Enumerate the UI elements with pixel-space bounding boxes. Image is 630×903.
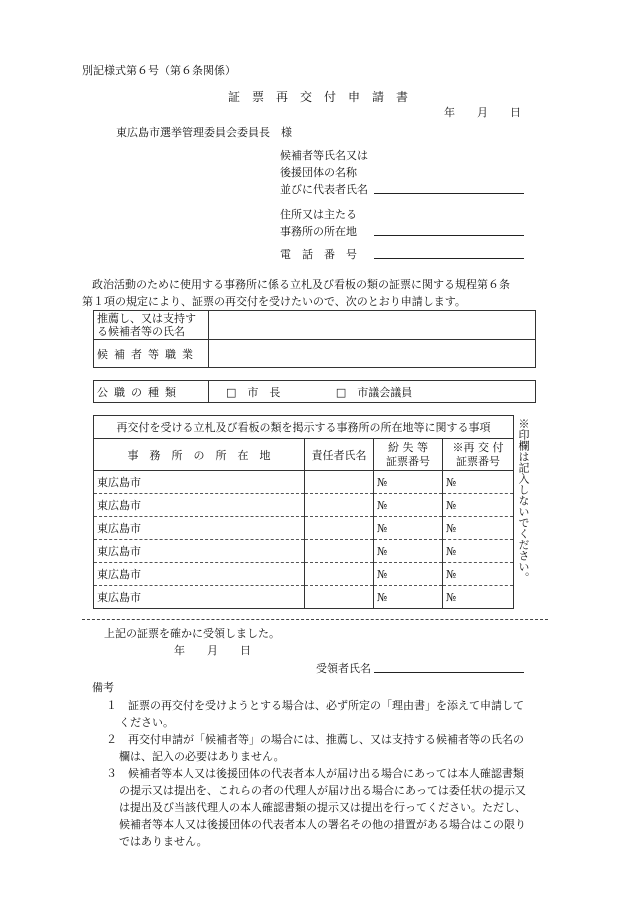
applicant-phone-label: 電 話 番 号: [280, 248, 357, 261]
intro-line-1: 政治活動のために使用する事務所に係る立札及び看板の類の証票に関する規程第６条: [92, 278, 510, 291]
cut-line: [82, 619, 548, 620]
table-row: [94, 540, 514, 563]
candidate-table: [93, 310, 536, 368]
candidate-occupation-label: 候補者等職業: [94, 340, 209, 368]
remark-2-line-2: 欄は、記入の必要はありません。: [119, 750, 285, 763]
remark-3-line-3: は提出及び当該代理人の本人確認書類の提示又は提出を行ってください。ただし、: [119, 801, 526, 814]
intro-line-2: 第１項の規定により、証票の再交付を受けたいので、次のとおり申請します。: [82, 295, 466, 308]
reissue-number-cell: №: [443, 586, 514, 609]
applicant-name-field[interactable]: [374, 193, 524, 194]
location-cell[interactable]: 東広島市: [94, 471, 305, 494]
applicant-name-label-1: 候補者等氏名又は: [280, 149, 368, 162]
remark-3-line-2: の提示又は提出を、これらの者の代理人が届け出る場合にあっては委任状の提示又: [119, 784, 526, 797]
remark-3-line-4: 候補者等本人又は後援団体の代表者本人の署名その他の措置がある場合はこの限り: [119, 818, 526, 831]
person-cell[interactable]: [305, 494, 374, 517]
remark-3-line-1: ３ 候補者等本人又は後援団体の代表者本人が届け出る場合にあっては本人確認書類: [106, 767, 524, 780]
applicant-name-label-2: 後援団体の名称: [280, 166, 357, 179]
reissue-number-cell: №: [443, 494, 514, 517]
addressee: 東広島市選挙管理委員会委員長 様: [116, 126, 292, 139]
receiver-name-field[interactable]: [374, 672, 524, 673]
option-mayor[interactable]: □ 市 長: [226, 385, 281, 399]
table-row: [94, 517, 514, 540]
form-id: 別記様式第６号（第６条関係）: [82, 64, 236, 77]
location-cell[interactable]: 東広島市: [94, 586, 305, 609]
table-row: [94, 471, 514, 494]
office-type-options: [209, 381, 536, 403]
person-cell[interactable]: [305, 471, 374, 494]
table-row: [94, 586, 514, 609]
lost-number-cell[interactable]: №: [374, 563, 443, 586]
page-title: 証 票 再 交 付 申 請 書: [228, 90, 409, 104]
person-cell[interactable]: [305, 563, 374, 586]
office-table: [93, 415, 514, 609]
candidate-occupation-field[interactable]: [209, 340, 536, 368]
reissue-number-cell: №: [443, 471, 514, 494]
remarks-title: 備考: [92, 681, 114, 694]
office-type-table: [93, 380, 536, 403]
applicant-phone-field[interactable]: [374, 258, 524, 259]
office-table-caption: 再交付を受ける立札及び看板の類を掲示する事務所の所在地等に関する事項: [94, 416, 514, 439]
location-cell[interactable]: 東広島市: [94, 494, 305, 517]
col-location: 事 務 所 の 所 在 地: [94, 439, 305, 471]
table-row: [94, 563, 514, 586]
side-note: ※印欄は記入しないでください。: [517, 418, 530, 583]
table-row: [94, 494, 514, 517]
date-line: 年 月 日: [444, 106, 521, 119]
col-person: 責任者氏名: [305, 439, 374, 471]
reissue-number-cell: №: [443, 540, 514, 563]
applicant-address-field[interactable]: [374, 235, 524, 236]
office-type-label: 公職の種類: [94, 381, 209, 403]
receiver-name-label: 受領者氏名: [316, 662, 371, 675]
location-cell[interactable]: 東広島市: [94, 540, 305, 563]
lost-number-cell[interactable]: №: [374, 586, 443, 609]
lost-number-cell[interactable]: №: [374, 540, 443, 563]
person-cell[interactable]: [305, 586, 374, 609]
remark-3-line-5: ではありません。: [119, 835, 208, 848]
lost-number-cell[interactable]: №: [374, 471, 443, 494]
receipt-text: 上記の証票を確かに受領しました。: [104, 627, 280, 640]
receipt-date: 年 月 日: [174, 644, 251, 657]
person-cell[interactable]: [305, 540, 374, 563]
reissue-number-cell: №: [443, 517, 514, 540]
applicant-address-label-2: 事務所の所在地: [280, 225, 357, 238]
candidate-name-field[interactable]: [209, 311, 536, 340]
location-cell[interactable]: 東広島市: [94, 517, 305, 540]
remark-1-line-1: １ 証票の再交付を受けようとする場合は、必ず所定の「理由書」を添えて申請して: [106, 699, 524, 712]
option-council[interactable]: □ 市議会議員: [335, 385, 413, 399]
candidate-name-label: 推薦し、又は支持す る候補者等の氏名: [94, 311, 209, 340]
lost-number-cell[interactable]: №: [374, 517, 443, 540]
person-cell[interactable]: [305, 517, 374, 540]
location-cell[interactable]: 東広島市: [94, 563, 305, 586]
lost-number-cell[interactable]: №: [374, 494, 443, 517]
reissue-number-cell: №: [443, 563, 514, 586]
col-lost-number: 紛 失 等 証票番号: [374, 439, 443, 471]
applicant-address-label-1: 住所又は主たる: [280, 208, 357, 221]
applicant-name-label-3: 並びに代表者氏名: [280, 183, 368, 196]
col-reissue-number: ※再 交 付 証票番号: [443, 439, 514, 471]
remark-2-line-1: ２ 再交付申請が「候補者等」の場合には、推薦し、又は支持する候補者等の氏名の: [106, 733, 524, 746]
remark-1-line-2: ください。: [119, 716, 174, 729]
